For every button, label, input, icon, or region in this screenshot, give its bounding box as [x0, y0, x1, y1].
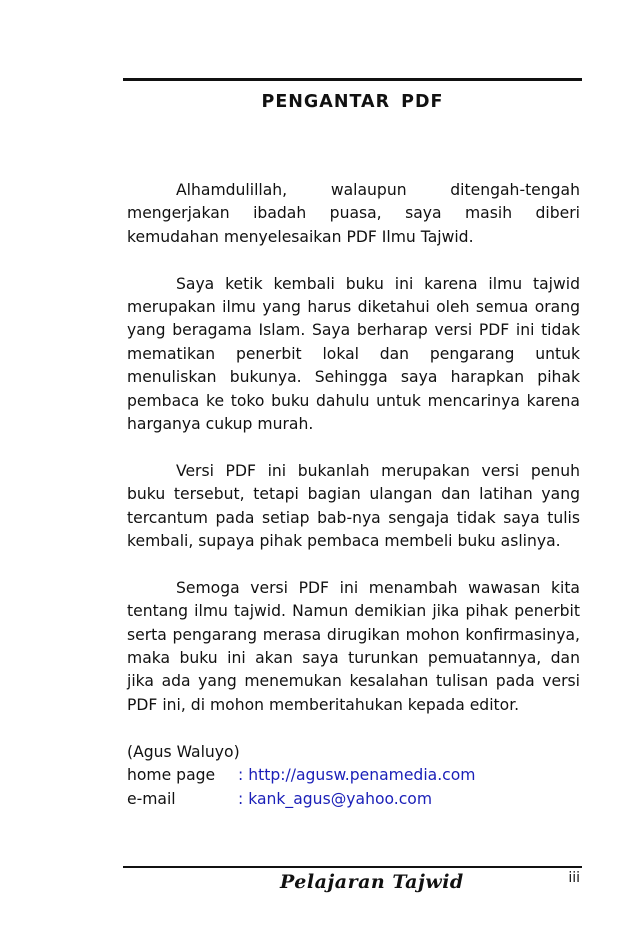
author-name: (Agus Waluyo) [127, 742, 240, 761]
paragraph-1: Alhamdulillah, walaupun ditengah-tengah mengerjakan ibadah puasa, saya masih diberi kemudahan menyelesaikan PDF Ilmu Tajwid. [127, 181, 580, 246]
page-title: PENGANTAR PDF [261, 92, 444, 112]
homepage-line [127, 764, 580, 787]
homepage-label: home page [127, 766, 216, 785]
paragraph-2: Saya ketik kembali buku ini karena ilmu tajwid merupakan ilmu yang harus diketahui oleh semua orang yang beragama Islam. Saya berharap versi PDF ini tidak mematikan penerbit lokal dan pengarang untuk menuliskan bukunya. Sehingga saya harapkan pihak pembaca ke toko buku dahulu untuk mencarinya karena harganya cukup murah. [127, 274, 580, 434]
email-link[interactable]: : kank_agus@yahoo.com [238, 789, 433, 808]
paragraph-3: Versi PDF ini bukanlah merupakan versi penuh buku tersebut, tetapi bagian ulangan dan latihan yang tercantum pada setiap bab-nya sengaja tidak saya tulis kembali, supaya pihak pembaca membeli buku aslinya. [127, 461, 580, 551]
homepage-link[interactable]: : http://agusw.penamedia.com [238, 766, 476, 785]
footer-book-title: Pelajaran Tajwid [280, 871, 464, 893]
page-number: iii [568, 870, 580, 886]
footer-rule [123, 866, 582, 868]
paragraph-4: Semoga versi PDF ini menambah wawasan kita tentang ilmu tajwid. Namun demikian jika pihak penerbit serta pengarang merasa dirugikan mohon konfirmasinya, maka buku ini akan saya turunkan pemuatannya, dan jika ada yang menemukan kesalahan tulisan pada versi PDF ini, di mohon memberitahukan kepada editor. [127, 578, 580, 714]
email-label: e-mail [127, 789, 176, 808]
signature-block [127, 741, 580, 811]
body-text [127, 179, 580, 811]
header-rule [123, 78, 582, 81]
email-line [127, 788, 580, 811]
